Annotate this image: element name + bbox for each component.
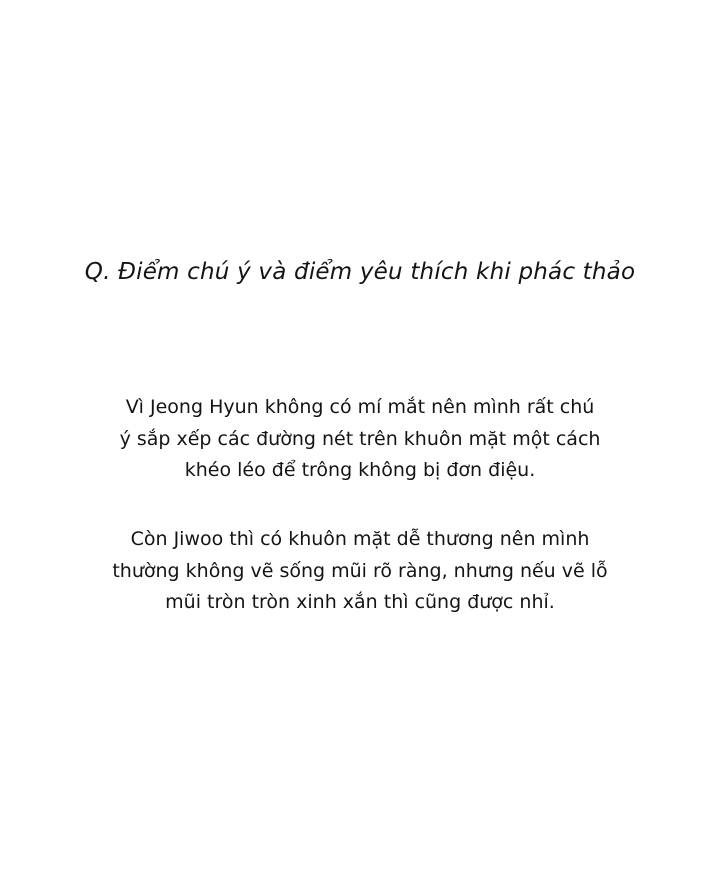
answer-paragraph-2	[0, 524, 720, 619]
paragraph-line: Còn Jiwoo thì có khuôn mặt dễ thương nên mình	[130, 528, 590, 550]
paragraph-line: ý sắp xếp các đường nét trên khuôn mặt một cách	[119, 427, 601, 450]
question-heading: Q. Điểm chú ý và điểm yêu thích khi phác thảo	[84, 259, 636, 285]
paragraph-line: Vì Jeong Hyun không có mí mắt nên mình rất chú	[125, 396, 595, 418]
answer-paragraph-1	[0, 392, 720, 487]
paragraph-line: mũi tròn tròn xinh xắn thì cũng được nhỉ.	[165, 591, 555, 613]
paragraph-line: khéo léo để trông không bị đơn điệu.	[184, 459, 536, 481]
paragraph-line: thường không vẽ sống mũi rõ ràng, nhưng nếu vẽ lỗ	[112, 559, 608, 582]
